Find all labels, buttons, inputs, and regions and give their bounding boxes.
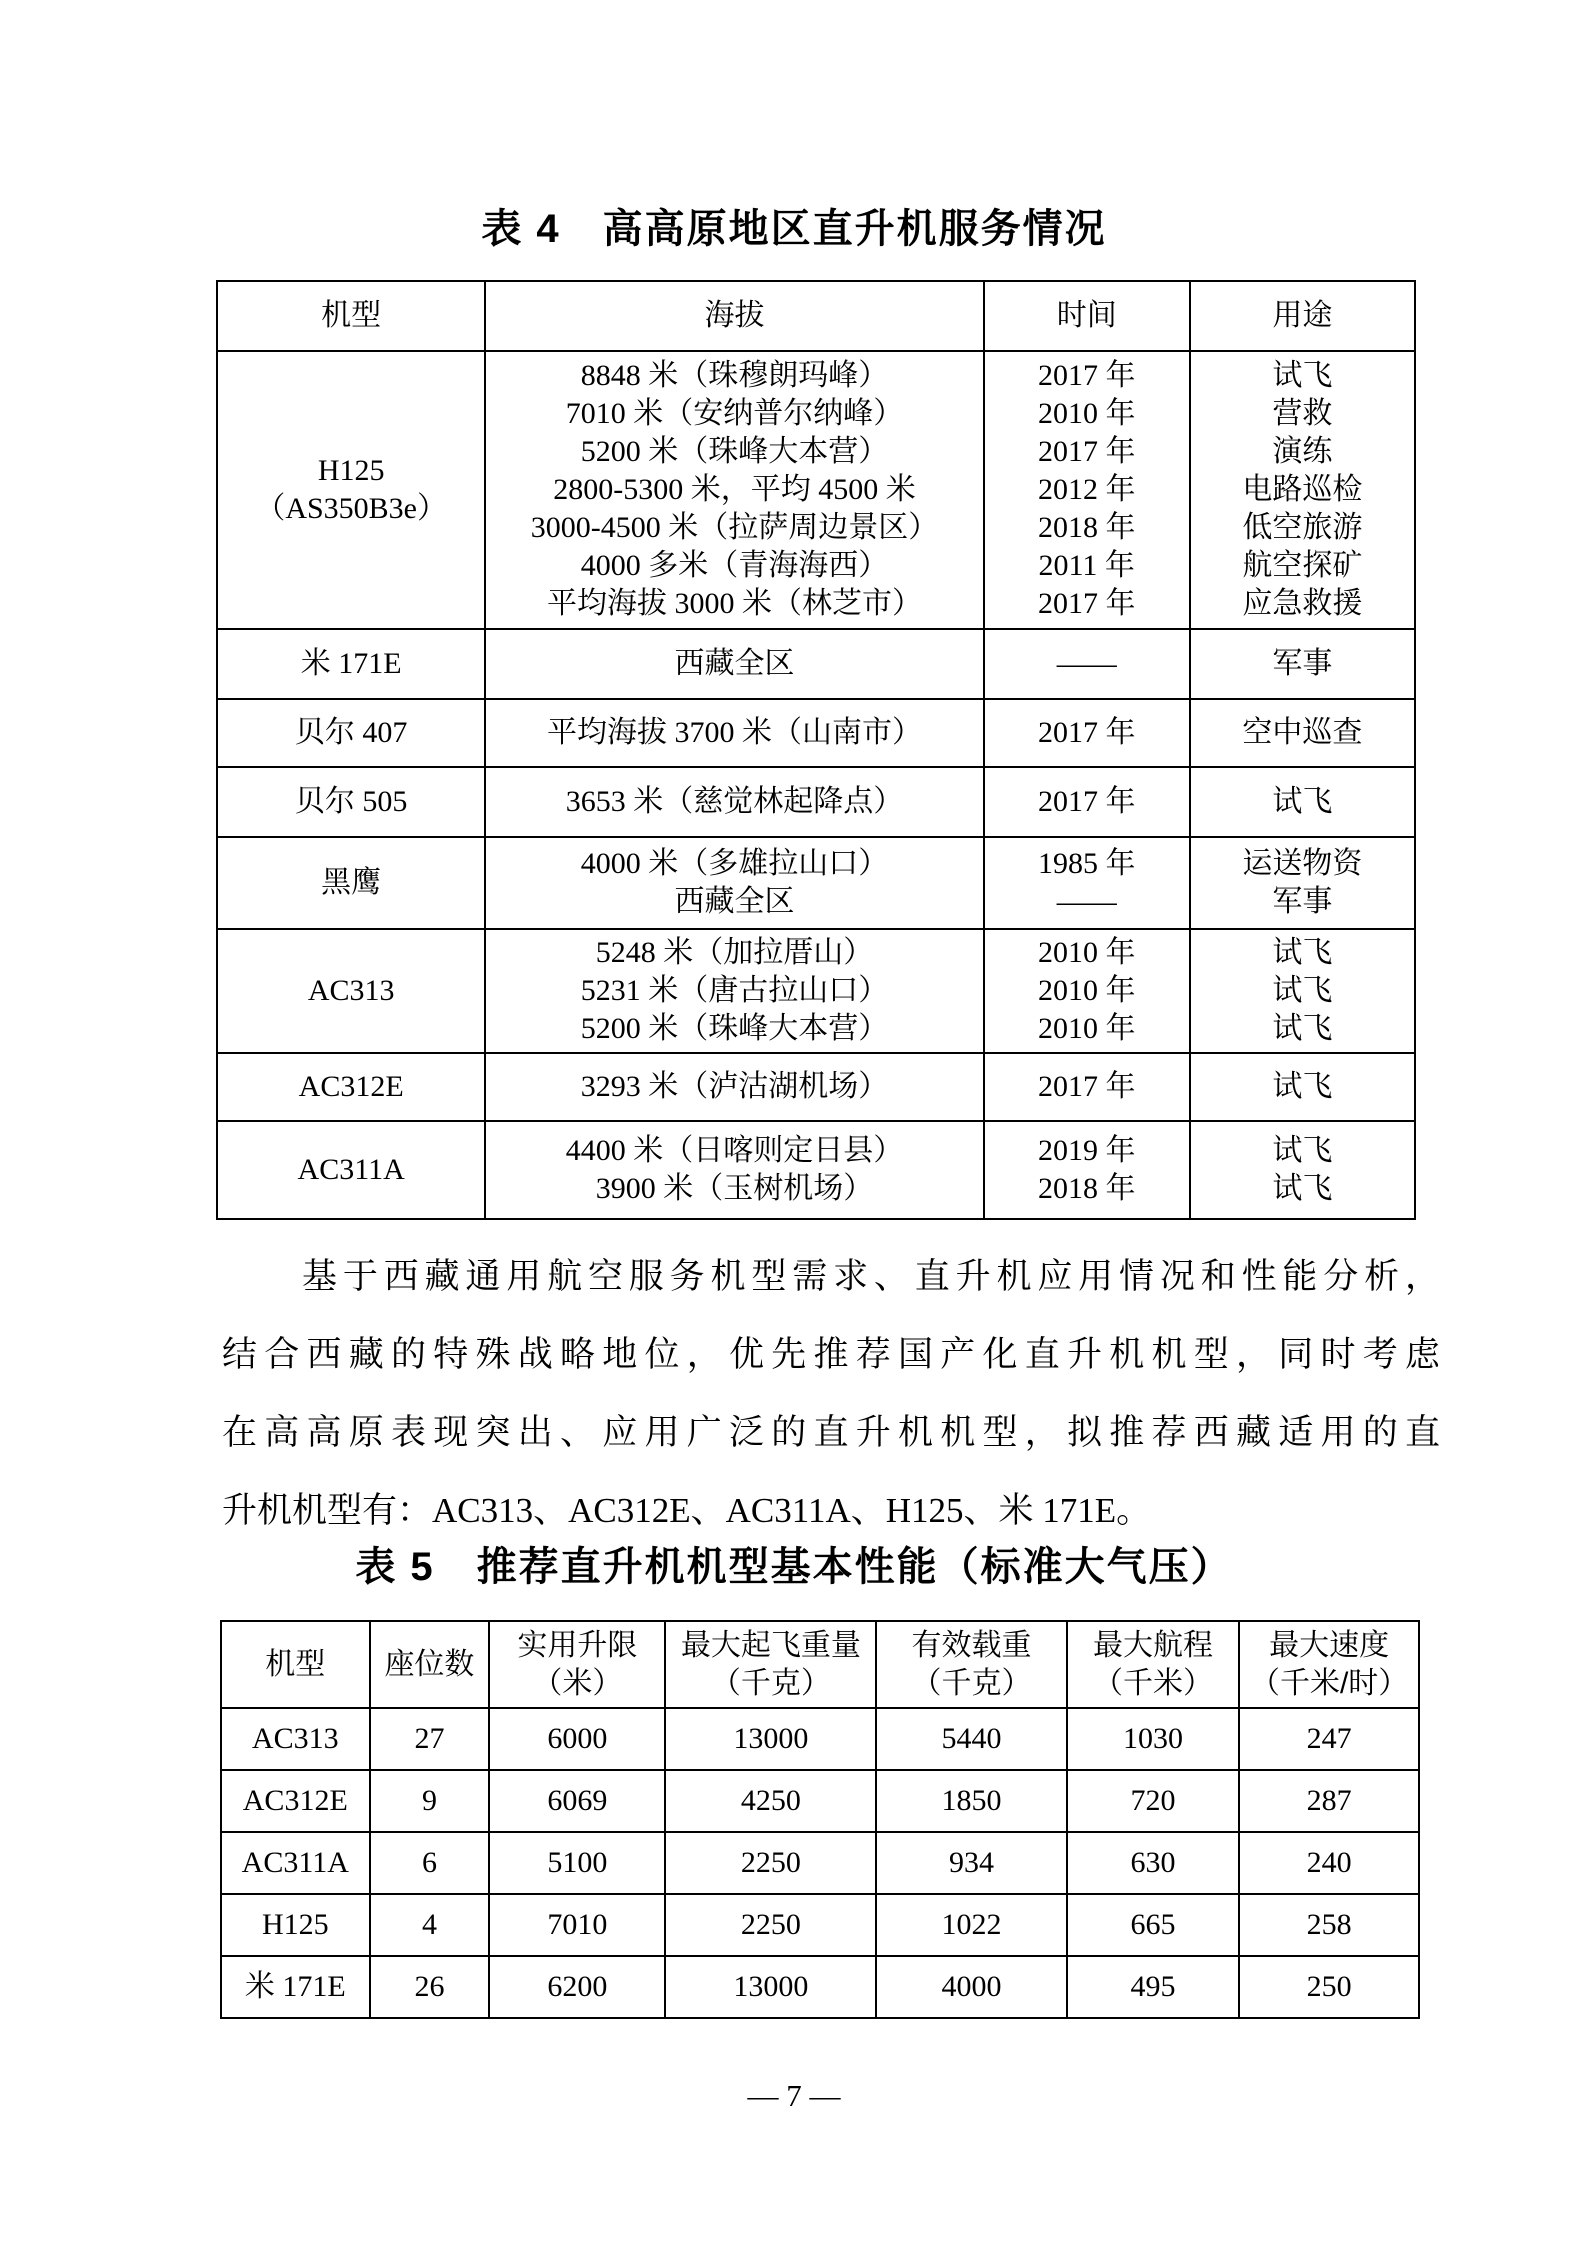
paragraph-line: 在高高原表现突出、应用广泛的直升机机型，拟推荐西藏适用的直 (222, 1413, 1440, 1452)
table5-header-cell (876, 1621, 1066, 1708)
cell-line: 2019 年 (1037, 1134, 1136, 1167)
cell-line: 贝尔 407 (294, 716, 408, 749)
table5-header-cell (1067, 1621, 1240, 1708)
cell-line: 2017 年 (1037, 435, 1136, 468)
table4-body (217, 351, 1415, 1219)
cell-line: 航空探矿 (1242, 549, 1363, 582)
cell-line: （千米/时） (1249, 1666, 1409, 1700)
table5-cell: 4250 (665, 1770, 876, 1832)
table5-cell: 6000 (489, 1708, 665, 1770)
time-cell (984, 1053, 1190, 1121)
cell-line: 运送物资 (1242, 847, 1363, 880)
table4-row (217, 837, 1415, 929)
table5-row (221, 1894, 1419, 1956)
model-cell (217, 629, 485, 699)
table5-cell: 米 171E (221, 1956, 370, 2018)
table5-cell: 2250 (665, 1832, 876, 1894)
table5-cell: 2250 (665, 1894, 876, 1956)
table5 (220, 1620, 1420, 2019)
cell-line: 试飞 (1272, 974, 1333, 1007)
table5-cell: 6 (370, 1832, 490, 1894)
use-cell (1190, 351, 1415, 629)
table5-cell: 7010 (489, 1894, 665, 1956)
time-cell (984, 767, 1190, 837)
table5-cell: 4 (370, 1894, 490, 1956)
cell-line: 试飞 (1272, 1172, 1333, 1205)
cell-line: 试飞 (1272, 1070, 1333, 1103)
cell-line: AC313 (307, 974, 395, 1007)
cell-line: 2010 年 (1037, 936, 1136, 969)
table4-header (217, 281, 1415, 351)
table5-cell: AC312E (221, 1770, 370, 1832)
cell-line: 试飞 (1272, 936, 1333, 969)
cell-line: 2017 年 (1037, 1070, 1136, 1103)
model-cell (217, 1053, 485, 1121)
table5-cell: 250 (1239, 1956, 1419, 2018)
table5-cell: H125 (221, 1894, 370, 1956)
cell-line: 实用升限 (517, 1628, 638, 1662)
table5-cell: 258 (1239, 1894, 1419, 1956)
table5-cell: 9 (370, 1770, 490, 1832)
table5-cell: 240 (1239, 1832, 1419, 1894)
table5-header-cell (665, 1621, 876, 1708)
cell-line: 最大速度 (1269, 1628, 1390, 1662)
cell-line: 5248 米（加拉厝山） (595, 936, 874, 969)
table4-header-cell: 机型 (217, 281, 485, 351)
cell-line: 2018 年 (1037, 511, 1136, 544)
table5-cell: 26 (370, 1956, 490, 2018)
cell-line: （AS350B3e） (255, 492, 448, 525)
cell-line: 2800-5300 米，平均 4500 米 (553, 473, 916, 506)
table5-cell: 630 (1067, 1832, 1240, 1894)
cell-line: 电路巡检 (1242, 473, 1363, 506)
table5-cell: 13000 (665, 1956, 876, 2018)
model-cell (217, 837, 485, 929)
cell-line: —— (1056, 647, 1117, 680)
time-cell (984, 929, 1190, 1053)
cell-line: 试飞 (1272, 1134, 1333, 1167)
cell-line: 2010 年 (1037, 1012, 1136, 1045)
cell-line: 2018 年 (1037, 1172, 1136, 1205)
table5-cell: 720 (1067, 1770, 1240, 1832)
cell-line: —— (1056, 885, 1117, 918)
cell-line: 空中巡查 (1242, 716, 1363, 749)
body-paragraph (222, 1238, 1440, 1550)
use-cell (1190, 929, 1415, 1053)
table5-cell: 27 (370, 1708, 490, 1770)
use-cell (1190, 699, 1415, 767)
table4-row (217, 1121, 1415, 1219)
cell-line: 2012 年 (1037, 473, 1136, 506)
table4-title: 表 4 高高原地区直升机服务情况 (481, 207, 1107, 251)
cell-line: 试飞 (1272, 785, 1333, 818)
cell-line: 2017 年 (1037, 785, 1136, 818)
cell-line: 西藏全区 (674, 647, 795, 680)
altitude-cell (485, 837, 983, 929)
table5-row (221, 1832, 1419, 1894)
cell-line: 5200 米（珠峰大本营） (580, 435, 889, 468)
cell-line: 营救 (1272, 397, 1333, 430)
cell-line: 试飞 (1272, 359, 1333, 392)
table4-row (217, 351, 1415, 629)
time-cell (984, 837, 1190, 929)
cell-line: 应急救援 (1242, 587, 1363, 620)
cell-line: 有效载重 (911, 1628, 1032, 1662)
cell-line: 4400 米（日喀则定日县） (565, 1134, 904, 1167)
table5-cell: 1022 (876, 1894, 1066, 1956)
table5-cell: 287 (1239, 1770, 1419, 1832)
cell-line: 2017 年 (1037, 359, 1136, 392)
cell-line: 4000 米（多雄拉山口） (580, 847, 889, 880)
table5-cell: 6200 (489, 1956, 665, 2018)
page-number: — 7 — (747, 2078, 841, 2113)
cell-line: 8848 米（珠穆朗玛峰） (580, 359, 889, 392)
use-cell (1190, 629, 1415, 699)
table5-cell: 495 (1067, 1956, 1240, 2018)
model-cell (217, 1121, 485, 1219)
cell-line: （千克） (911, 1666, 1032, 1700)
table5-header-cell (221, 1621, 370, 1708)
time-cell (984, 629, 1190, 699)
cell-line: 1985 年 (1037, 847, 1136, 880)
cell-line: 贝尔 505 (294, 785, 408, 818)
altitude-cell (485, 351, 983, 629)
table4-header-cell: 用途 (1190, 281, 1415, 351)
table5-row (221, 1770, 1419, 1832)
table5-cell: 934 (876, 1832, 1066, 1894)
cell-line: 2010 年 (1037, 974, 1136, 1007)
paragraph-line: 升机机型有：AC313、AC312E、AC311A、H125、米 171E。 (222, 1491, 1152, 1530)
table5-cell: AC311A (221, 1832, 370, 1894)
cell-line: 5231 米（唐古拉山口） (580, 974, 889, 1007)
use-cell (1190, 767, 1415, 837)
cell-line: 5200 米（珠峰大本营） (580, 1012, 889, 1045)
model-cell (217, 699, 485, 767)
table5-row (221, 1956, 1419, 2018)
altitude-cell (485, 1053, 983, 1121)
paragraph-line: 结合西藏的特殊战略地位，优先推荐国产化直升机机型，同时考虑 (222, 1335, 1440, 1374)
cell-line: 机型 (265, 1647, 326, 1681)
altitude-cell (485, 699, 983, 767)
cell-line: 黑鹰 (321, 866, 382, 899)
table4-header-row (217, 281, 1415, 351)
cell-line: 军事 (1272, 647, 1333, 680)
table5-cell: 247 (1239, 1708, 1419, 1770)
altitude-cell (485, 929, 983, 1053)
table5-header-cell (370, 1621, 490, 1708)
altitude-cell (485, 767, 983, 837)
cell-line: 低空旅游 (1242, 511, 1363, 544)
use-cell (1190, 837, 1415, 929)
cell-line: H125 (317, 454, 385, 487)
cell-line: 3000-4500 米（拉萨周边景区） (530, 511, 939, 544)
table5-cell: 1030 (1067, 1708, 1240, 1770)
table4-header-cell: 海拔 (485, 281, 983, 351)
altitude-cell (485, 1121, 983, 1219)
model-cell (217, 351, 485, 629)
cell-line: 平均海拔 3000 米（林芝市） (547, 587, 923, 620)
model-cell (217, 767, 485, 837)
table5-cell: 5100 (489, 1832, 665, 1894)
cell-line: （米） (532, 1666, 623, 1700)
cell-line: 7010 米（安纳普尔纳峰） (565, 397, 904, 430)
cell-line: 米 171E (300, 647, 402, 680)
table5-title: 表 5 推荐直升机机型基本性能（标准大气压） (355, 1545, 1233, 1589)
table5-cell: 4000 (876, 1956, 1066, 2018)
table5-row (221, 1708, 1419, 1770)
cell-line: 西藏全区 (674, 885, 795, 918)
cell-line: 演练 (1272, 435, 1333, 468)
paragraph-line: 基于西藏通用航空服务机型需求、直升机应用情况和性能分析， (302, 1257, 1440, 1296)
table4-row (217, 629, 1415, 699)
table4-header-cell: 时间 (984, 281, 1190, 351)
cell-line: 最大航程 (1093, 1628, 1213, 1662)
cell-line: 2010 年 (1037, 397, 1136, 430)
table4 (216, 280, 1416, 1220)
use-cell (1190, 1121, 1415, 1219)
table4-row (217, 1053, 1415, 1121)
use-cell (1190, 1053, 1415, 1121)
table5-body (221, 1708, 1419, 2018)
time-cell (984, 1121, 1190, 1219)
time-cell (984, 351, 1190, 629)
cell-line: 平均海拔 3700 米（山南市） (547, 716, 923, 749)
cell-line: AC311A (297, 1153, 405, 1186)
table5-header-cell (1239, 1621, 1419, 1708)
cell-line: 军事 (1272, 885, 1333, 918)
cell-line: 最大起飞重量 (680, 1628, 861, 1662)
cell-line: 3653 米（慈觉林起降点） (565, 785, 904, 818)
table5-cell: AC313 (221, 1708, 370, 1770)
cell-line: 4000 多米（青海海西） (580, 549, 889, 582)
cell-line: （千米） (1093, 1666, 1213, 1700)
cell-line: 试飞 (1272, 1012, 1333, 1045)
table4-row (217, 929, 1415, 1053)
table5-cell: 665 (1067, 1894, 1240, 1956)
cell-line: 3900 米（玉树机场） (595, 1172, 874, 1205)
cell-line: AC312E (298, 1070, 404, 1103)
cell-line: 2017 年 (1037, 716, 1136, 749)
cell-line: 2011 年 (1038, 549, 1135, 582)
cell-line: 3293 米（泸沽湖机场） (580, 1070, 889, 1103)
time-cell (984, 699, 1190, 767)
table4-row (217, 699, 1415, 767)
table5-header (221, 1621, 1419, 1708)
table5-header-cell (489, 1621, 665, 1708)
altitude-cell (485, 629, 983, 699)
model-cell (217, 929, 485, 1053)
cell-line: 2017 年 (1037, 587, 1136, 620)
cell-line: （千克） (710, 1666, 831, 1700)
table5-cell: 5440 (876, 1708, 1066, 1770)
cell-line: 座位数 (384, 1647, 475, 1681)
table5-cell: 13000 (665, 1708, 876, 1770)
table5-header-row (221, 1621, 1419, 1708)
table5-cell: 6069 (489, 1770, 665, 1832)
table5-cell: 1850 (876, 1770, 1066, 1832)
table4-row (217, 767, 1415, 837)
